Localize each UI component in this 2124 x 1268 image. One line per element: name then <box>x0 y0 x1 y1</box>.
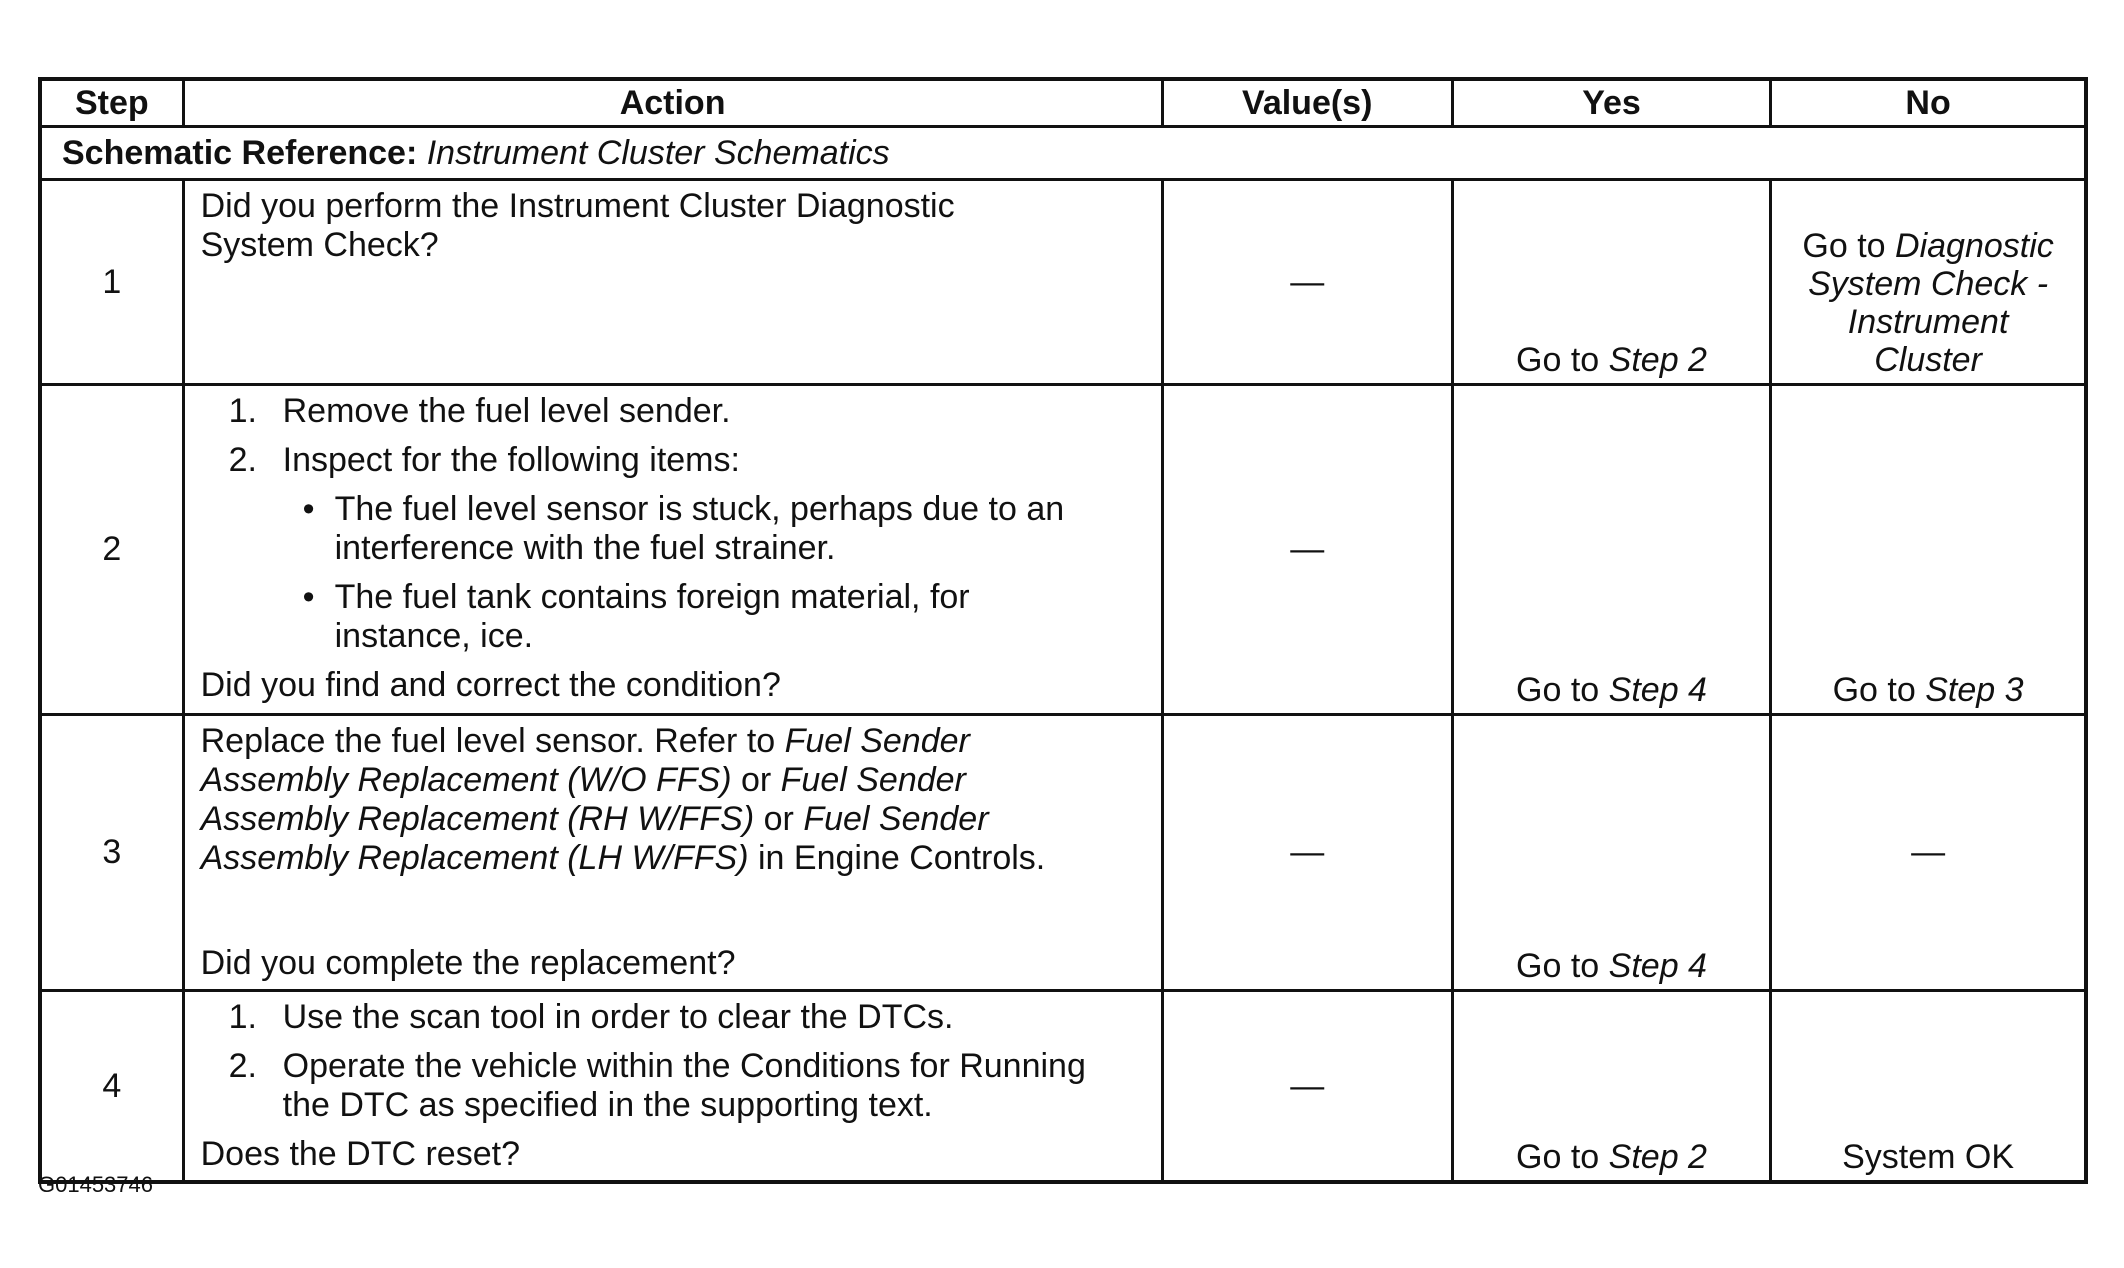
no-cell: — <box>1771 715 2086 991</box>
value-cell: — <box>1162 715 1452 991</box>
table-row <box>40 385 2086 715</box>
action-question: Did you find and correct the condition? <box>200 666 781 704</box>
list-number: 1. <box>228 998 257 1036</box>
header-yes: Yes <box>1452 79 1770 127</box>
bullet-icon: • <box>302 490 315 528</box>
list-number: 2. <box>228 1047 257 1085</box>
no-cell: System OK <box>1771 991 2086 1183</box>
bullet-text: The fuel level sensor is stuck, perhaps due to an <box>334 490 1065 528</box>
reference-link[interactable]: Fuel Sender <box>803 800 989 838</box>
bullet-text: The fuel tank contains foreign material, for <box>334 578 970 616</box>
table-row <box>40 991 2086 1183</box>
action-text <box>201 761 1147 800</box>
step-number: 2 <box>40 385 183 715</box>
list-item-text: Operate the vehicle within the Conditions for Running <box>282 1047 1086 1085</box>
no-link[interactable]: Diagnostic <box>1895 227 2054 265</box>
no-link[interactable]: Instrument <box>1847 303 2009 341</box>
schematic-label: Schematic Reference: <box>62 133 418 172</box>
list-item <box>201 1047 1147 1125</box>
value-cell: — <box>1162 180 1452 385</box>
no-step-link[interactable]: Step 3 <box>1925 671 2024 709</box>
action-text-part: or <box>740 761 772 799</box>
reference-link[interactable]: Assembly Replacement (W/O FFS) <box>200 761 732 799</box>
no-prefix: Go to <box>1802 227 1886 265</box>
yes-cell <box>1452 991 1770 1183</box>
value-cell: — <box>1162 385 1452 715</box>
step-number: 1 <box>40 180 183 385</box>
bullet-text: interference with the fuel strainer. <box>334 529 836 567</box>
value-cell: — <box>1162 991 1452 1183</box>
list-item-text: the DTC as specified in the supporting text. <box>282 1086 933 1124</box>
yes-step-link[interactable]: Step 4 <box>1608 671 1707 709</box>
header-values: Value(s) <box>1162 79 1452 127</box>
list-item-text: Inspect for the following items: <box>282 441 740 479</box>
list-item <box>201 392 1147 431</box>
yes-prefix: Go to <box>1516 1138 1600 1176</box>
action-question: Did you complete the replacement? <box>200 944 736 982</box>
yes-prefix: Go to <box>1516 947 1600 985</box>
step-number: 4 <box>40 991 183 1183</box>
list-item <box>201 998 1147 1037</box>
yes-step-link[interactable]: Step 2 <box>1608 341 1707 379</box>
action-text-part: in Engine Controls. <box>757 839 1046 877</box>
table-row <box>40 180 2086 385</box>
reference-link[interactable]: Fuel Sender <box>784 722 970 760</box>
action-text-part: Replace the fuel level sensor. Refer to <box>200 722 776 760</box>
reference-link[interactable]: Assembly Replacement (RH W/FFS) <box>200 800 755 838</box>
diagnostic-table <box>38 77 2088 1184</box>
no-prefix: Go to <box>1832 671 1916 709</box>
yes-prefix: Go to <box>1516 671 1600 709</box>
header-action: Action <box>183 79 1162 127</box>
yes-cell <box>1452 715 1770 991</box>
step-number: 3 <box>40 715 183 991</box>
reference-link[interactable]: Fuel Sender <box>780 761 966 799</box>
table-row <box>40 715 2086 991</box>
list-item-text: Use the scan tool in order to clear the DTCs. <box>282 998 954 1036</box>
action-text: System Check? <box>200 226 439 264</box>
header-no: No <box>1771 79 2086 127</box>
no-cell <box>1771 180 2086 385</box>
action-question: Does the DTC reset? <box>200 1135 520 1173</box>
yes-step-link[interactable]: Step 2 <box>1608 1138 1707 1176</box>
schematic-reference <box>40 127 2086 180</box>
action-text <box>201 800 1147 839</box>
bullet-icon: • <box>302 578 315 616</box>
list-number: 2. <box>228 441 257 479</box>
action-cell <box>183 715 1162 991</box>
figure-id: G01453746 <box>38 1172 153 1197</box>
action-text: Did you perform the Instrument Cluster Diagnostic <box>200 187 955 225</box>
bullet-item <box>283 578 1147 656</box>
yes-cell <box>1452 180 1770 385</box>
action-cell <box>183 180 1162 385</box>
list-item-text: Remove the fuel level sender. <box>282 392 731 430</box>
schematic-link[interactable]: Instrument Cluster Schematics <box>426 133 890 172</box>
list-item <box>201 441 1147 656</box>
bullet-text: instance, ice. <box>334 617 534 655</box>
list-number: 1. <box>228 392 257 430</box>
header-row <box>40 79 2086 127</box>
action-cell <box>183 385 1162 715</box>
numbered-list <box>201 392 1147 656</box>
action-text-part: or <box>763 800 794 838</box>
numbered-list <box>201 998 1147 1125</box>
no-link[interactable]: Cluster <box>1874 341 1982 379</box>
yes-prefix: Go to <box>1516 341 1600 379</box>
header-step: Step <box>40 79 183 127</box>
action-cell <box>183 991 1162 1183</box>
schematic-row <box>40 127 2086 180</box>
reference-link[interactable]: Assembly Replacement (LH W/FFS) <box>200 839 749 877</box>
bullet-item <box>283 490 1147 568</box>
action-text <box>201 722 1147 761</box>
no-cell <box>1771 385 2086 715</box>
yes-cell <box>1452 385 1770 715</box>
action-text <box>201 839 1147 878</box>
bullet-list <box>283 490 1147 656</box>
no-link[interactable]: System Check - <box>1808 265 2049 303</box>
yes-step-link[interactable]: Step 4 <box>1608 947 1707 985</box>
